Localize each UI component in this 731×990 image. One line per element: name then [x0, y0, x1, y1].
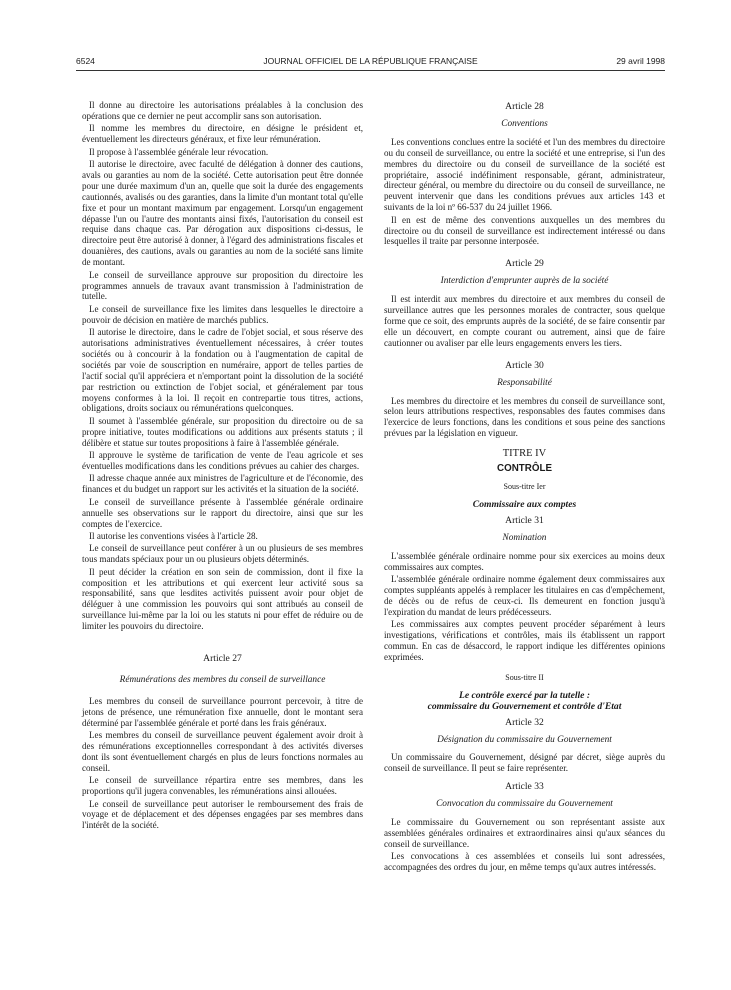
paragraph: Les commissaires aux comptes peuvent procéder séparément à leurs investigations, vérifications et contrôles, mais ils établissent un rapport commun. En cas de désaccord, le rapport indique les différentes opinions exprimées.	[384, 619, 665, 662]
paragraph: Les membres du conseil de surveillance peuvent également avoir droit à des rémunérations exceptionnelles correspondant à des activités diverses dont ils sont éventuellement chargés en plus de leurs fonctions normales au conseil.	[82, 730, 363, 773]
paragraph: Il donne au directoire les autorisations préalables à la conclusion des opérations que ce dernier ne peut accomplir sans son autorisation.	[82, 100, 363, 121]
article-29-heading: Article 29	[505, 258, 544, 270]
paragraph: Il autorise le directoire, dans le cadre de l'objet social, et sous réserve des autorisations administratives éventuellement nécessaires, à créer toutes sociétés ou à concourir à la fondation ou à l'augmentation de capital de sociétés par voie de souscription en numéraire, apport de telles parties de l'actif social qu'il appréciera et n'emportant point la dissolution de la société par restriction ou extinction de l'objet social, et généralement par tous moyens conformes à la loi. Il reçoit en contrepartie tous titres, actions, obligations, droits sociaux ou rémunérations quelconques.	[82, 327, 363, 414]
paragraph: Les conventions conclues entre la société et l'un des membres du directoire ou du conseil de surveillance, ou entre la société et une entreprise, si l'un des membres du directoire ou du conseil de surveillance de la société est propriétaire, associé indéfiniment responsable, gérant, administrateur, directeur général, ou membre du directoire ou du conseil de surveillance, ne peuvent intervenir que dans les conditions prévues aux articles 143 et suivants de la loi nº 66-537 du 24 juillet 1966.	[384, 136, 665, 213]
paragraph: Le conseil de surveillance présente à l'assemblée générale ordinaire annuelle ses observations sur le rapport du directoire, ainsi que sur les comptes de l'exercice.	[82, 496, 363, 529]
paragraph: Les membres du conseil de surveillance pourront percevoir, à titre de jetons de présence, une rémunération fixe annuelle, dont le montant sera déterminé par l'assemblée générale et porté dans les frais généraux.	[82, 695, 363, 728]
paragraph: Le conseil de surveillance peut conférer à un ou plusieurs de ses membres tous mandats spéciaux pour un ou plusieurs objets déterminés.	[82, 543, 363, 565]
paragraph: Un commissaire du Gouvernement, désigné par décret, siège auprès du conseil de surveillance. Il peut se faire représenter.	[384, 752, 665, 774]
paragraph: Il en est de même des conventions auxquelles un des membres du directoire ou du conseil de surveillance est indirectement intéressé ou dans lesquelles il traite par personne interposée.	[384, 214, 665, 247]
left-column	[82, 100, 363, 833]
paragraph: Il approuve le système de tarification de vente de l'eau agricole et ses éventuelles modifications dans les conditions prévues au cahier des charges.	[82, 450, 363, 471]
article-28-heading: Article 28	[505, 101, 544, 112]
paragraph: Il soumet à l'assemblée générale, sur proposition du directoire ou de sa propre initiative, toutes modifications ou additions aux présents statuts ; il délibère et statue sur toutes propositions à faire à l'assemblée générale.	[82, 415, 363, 448]
right-column	[384, 100, 665, 875]
paragraph: Le commissaire du Gouvernement ou son représentant assiste aux assemblées générales ordinaires et extraordinaires ainsi qu'aux séances du conseil de surveillance.	[384, 817, 665, 849]
tutelle-heading-line-2: commissaire du Gouvernement et contrôle d'Etat	[427, 700, 622, 712]
article-29-title: Interdiction d'emprunter auprès de la société	[440, 276, 609, 287]
controle-heading: CONTRÔLE	[497, 463, 552, 475]
article-28-title: Conventions	[501, 118, 548, 129]
issue-date: 29 avril 1998	[616, 56, 665, 66]
paragraph: Il autorise le directoire, avec faculté de délégation à donner des cautions, avals ou garanties au nom de la société. Cette autorisation peut être donnée pour une durée maximum d'un an, quelle que soit la durée des engagements cautionnés, avalisés ou des garanties, dans la limite d'un montant total qu'elle fixe et pour un montant maximum par engagement. Lorsqu'un engagement dépasse l'un ou l'autre des montants ainsi fixés, l'autorisation du conseil est requise dans chaque cas. Par dérogation aux dispositions ci-dessus, le directoire peut être autorisé à donner, à l'égard des administrations fiscales et douanières, des cautions, avals ou garanties au nom de la société sans limite de montant.	[82, 159, 363, 268]
header-rule	[76, 70, 665, 71]
paragraph: Les convocations à ces assemblées et conseils lui sont adressées, accompagnées des ordres du jour, en même temps qu'aux autres intéressés.	[384, 851, 665, 873]
article-31-title: Nomination	[502, 532, 547, 543]
journal-title: JOURNAL OFFICIEL DE LA RÉPUBLIQUE FRANÇAISE	[263, 56, 478, 66]
paragraph: L'assemblée générale ordinaire nomme pour six exercices au moins deux commissaires aux comptes.	[384, 550, 665, 572]
page-number: 6524	[76, 56, 95, 66]
paragraph: Le conseil de surveillance fixe les limites dans lesquelles le directoire a pouvoir de décision en matière de marchés publics.	[82, 303, 363, 325]
paragraph: Il est interdit aux membres du directoire et aux membres du conseil de surveillance autres que les personnes morales de contracter, sous quelque forme que ce soit, des emprunts auprès de la société, de se faire consentir par elle un découvert, en compte courant ou autrement, ainsi que de faire cautionner ou avaliser par elle leurs engagements envers les tiers.	[384, 294, 665, 348]
article-33-title: Convocation du commissaire du Gouvernement	[436, 799, 613, 810]
article-32-heading: Article 32	[505, 716, 544, 728]
paragraph: Il propose à l'assemblée générale leur révocation.	[89, 146, 269, 157]
paragraph: Le conseil de surveillance répartira entre ses membres, dans les proportions qu'il jugera convenables, les rémunérations ainsi allouées.	[82, 775, 363, 797]
paragraph: Il autorise les conventions visées à l'article 28.	[89, 530, 258, 541]
sous-titre-1-heading: Sous-titre Ier	[503, 481, 546, 491]
article-32-title: Désignation du commissaire du Gouvernement	[437, 734, 612, 745]
tutelle-heading-line-1: Le contrôle exercé par la tutelle :	[458, 689, 591, 701]
article-31-heading: Article 31	[505, 514, 544, 526]
article-30-title: Responsabilité	[497, 377, 552, 388]
paragraph: Il adresse chaque année aux ministres de l'agriculture et de l'économie, des finances et du budget un rapport sur les activités et la situation de la société.	[82, 473, 363, 495]
sous-titre-2-heading: Sous-titre II	[505, 672, 544, 682]
article-27-heading: Article 27	[203, 653, 242, 665]
commissaire-aux-comptes-heading: Commissaire aux comptes	[472, 498, 577, 510]
article-27-title: Rémunérations des membres du conseil de surveillance	[119, 675, 326, 685]
page-header	[76, 56, 665, 70]
paragraph: Il nomme les membres du directoire, en désigne le président et, éventuellement les directeurs généraux, et fixe leur rémunération.	[82, 123, 363, 145]
article-33-heading: Article 33	[505, 781, 544, 793]
titre-iv-heading: TITRE IV	[502, 448, 547, 460]
paragraph: Il peut décider la création en son sein de commission, dont il fixe la composition et les attributions et qui exercent leur activité sous sa responsabilité, sans que lesdites activités puissent avoir pour objet de déléguer à une commission les pouvoirs qui sont attribués au conseil de surveillance lui-même par la loi ou les statuts ni pour effet de réduire ou de limiter les pouvoirs du directoire.	[82, 566, 363, 632]
paragraph: L'assemblée générale ordinaire nomme également deux commissaires aux comptes suppléants appelés à remplacer les titulaires en cas d'empêchement, de décès ou de refus de ceux-ci. Ils demeurent en fonction jusqu'à l'expiration du mandat de leurs prédécesseurs.	[384, 574, 665, 617]
paragraph: Le conseil de surveillance peut autoriser le remboursement des frais de voyage et de déplacement et des dépenses engagées par ses membres dans l'intérêt de la société.	[82, 798, 363, 831]
article-30-heading: Article 30	[505, 359, 544, 371]
paragraph: Les membres du directoire et les membres du conseil de surveillance sont, selon leurs attributions respectives, responsables des fautes commises dans l'exercice de leurs fonctions, dans les conditions et sous peine des sanctions prévues par la législation en vigueur.	[384, 395, 665, 439]
paragraph: Le conseil de surveillance approuve sur proposition du directoire les programmes annuels de travaux avant transmission à l'administration de tutelle.	[82, 269, 363, 302]
